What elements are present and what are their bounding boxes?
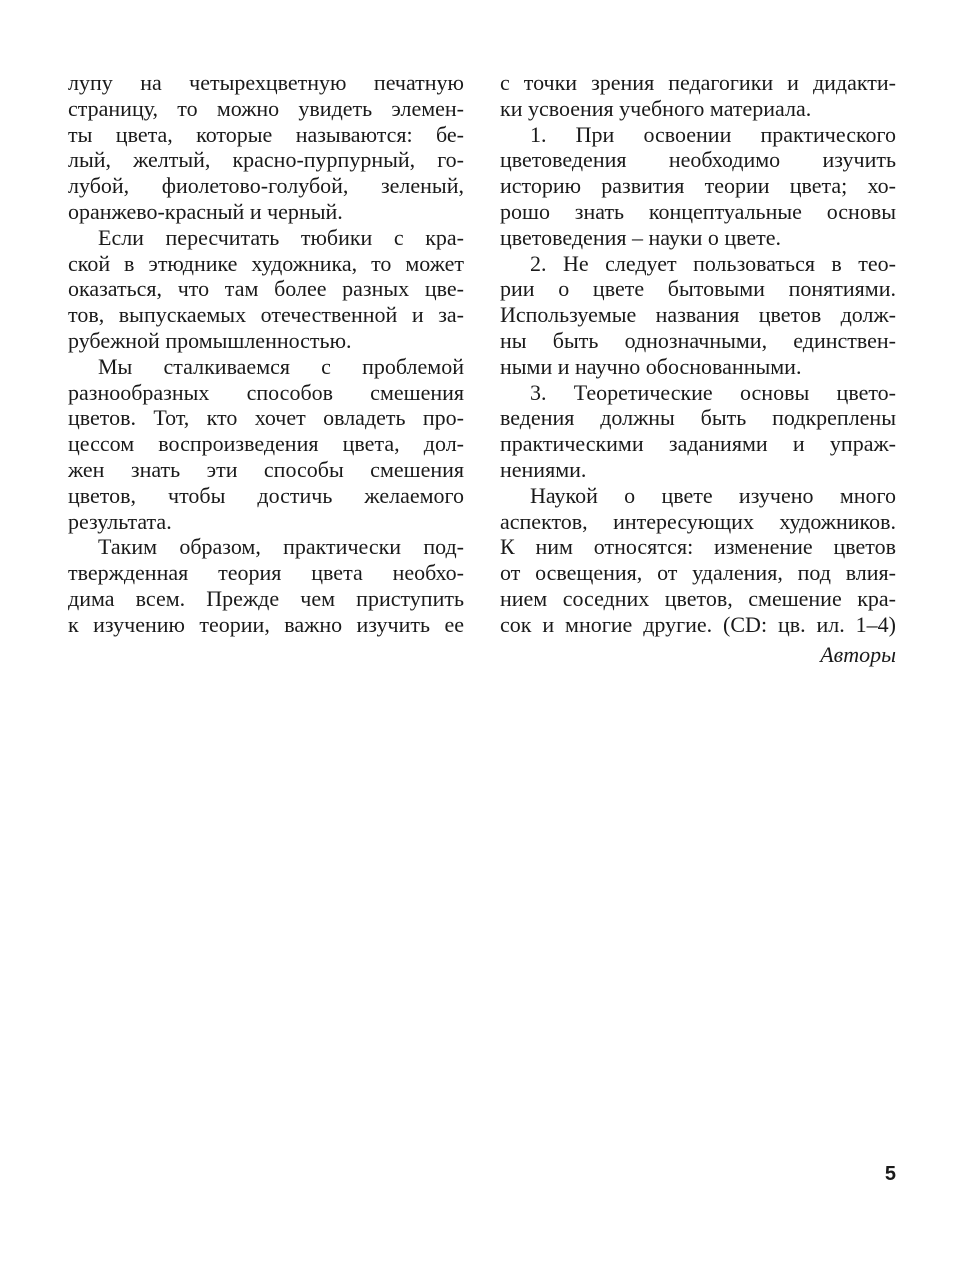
text-line: цессом воспроизведения цвета, дол- [68, 431, 464, 457]
left-column [68, 70, 464, 638]
text-line: ты цвета, которые называются: бе- [68, 121, 464, 147]
text-line: оказаться, что там более разных цве- [68, 276, 464, 302]
text-line: от освещения, от удаления, под влия- [500, 560, 896, 586]
text-line: лый, желтый, красно-пурпурный, го- [68, 147, 464, 173]
paragraph [500, 251, 896, 380]
text-line: Таким образом, практически под- [98, 534, 464, 560]
text-line: ской в этюднике художника, то может [68, 250, 464, 276]
text-line: цветоведения – науки о цвете. [500, 224, 782, 250]
text-line: цветов, чтобы достичь желаемого [68, 482, 464, 508]
paragraph [68, 70, 464, 225]
text-line: нениями. [500, 456, 587, 482]
text-line: результата. [68, 508, 172, 534]
text-line: Наукой о цвете изучено много [530, 482, 896, 508]
text-line: дима всем. Прежде чем приступить [68, 585, 464, 611]
text-line: разнообразных способов смешения [68, 379, 464, 405]
paragraph [68, 225, 464, 354]
paragraph [500, 483, 896, 638]
text-line: к изучению теории, важно изучить ее [68, 611, 464, 637]
right-column [500, 70, 896, 667]
text-line: ки усвоения учебного материала. [500, 95, 812, 121]
text-line: рии о цвете бытовыми понятиями. [500, 276, 896, 302]
text-line: практическими заданиями и упраж- [500, 431, 896, 457]
text-line: ными и научно обоснованными. [500, 353, 802, 379]
text-line: 2. Не следует пользоваться в тео- [530, 250, 896, 276]
text-line: аспектов, интересующих художников. [500, 508, 896, 534]
text-line: ведения должны быть подкреплены [500, 405, 896, 431]
text-line: оранжево-красный и черный. [68, 198, 343, 224]
paragraph [68, 534, 464, 637]
text-line: рошо знать концептуальные основы [500, 198, 896, 224]
text-line: Если пересчитать тюбики с кра- [98, 224, 464, 250]
paragraph [68, 354, 464, 535]
paragraph [500, 70, 896, 122]
text-line: 3. Теоретические основы цвето- [530, 379, 896, 405]
text-line: историю развития теории цвета; хо- [500, 173, 896, 199]
text-line: с точки зрения педагогики и дидакти- [500, 70, 896, 95]
text-line: тов, выпускаемых отечественной и за- [68, 302, 464, 328]
text-line: жен знать эти способы смешения [68, 456, 464, 482]
text-line: лубой, фиолетово-голубой, зеленый, [68, 173, 464, 199]
text-line: цветоведения необходимо изучить [500, 147, 896, 173]
text-line: 1. При освоении практического [530, 121, 896, 147]
text-line: Используемые названия цветов долж- [500, 302, 896, 328]
text-line: Мы сталкиваемся с проблемой [98, 353, 464, 379]
text-line: лупу на четырехцветную печатную [68, 70, 464, 95]
paragraph [500, 380, 896, 483]
authors-signature: Авторы [820, 641, 896, 667]
text-line: К ним относятся: изменение цветов [500, 534, 896, 560]
text-line: сок и многие другие. (CD: цв. ил. 1–4) [500, 611, 896, 637]
text-line: цветов. Тот, кто хочет овладеть про- [68, 405, 464, 431]
text-line: ны быть однозначными, единствен- [500, 327, 896, 353]
page-number: 5 [884, 1163, 896, 1185]
text-line: рубежной промышленностью. [68, 327, 352, 353]
text-line: нием соседних цветов, смешение кра- [500, 585, 896, 611]
paragraph [500, 122, 896, 251]
text-line: страницу, то можно увидеть элемен- [68, 95, 464, 121]
text-line: твержденная теория цвета необхо- [68, 560, 464, 586]
